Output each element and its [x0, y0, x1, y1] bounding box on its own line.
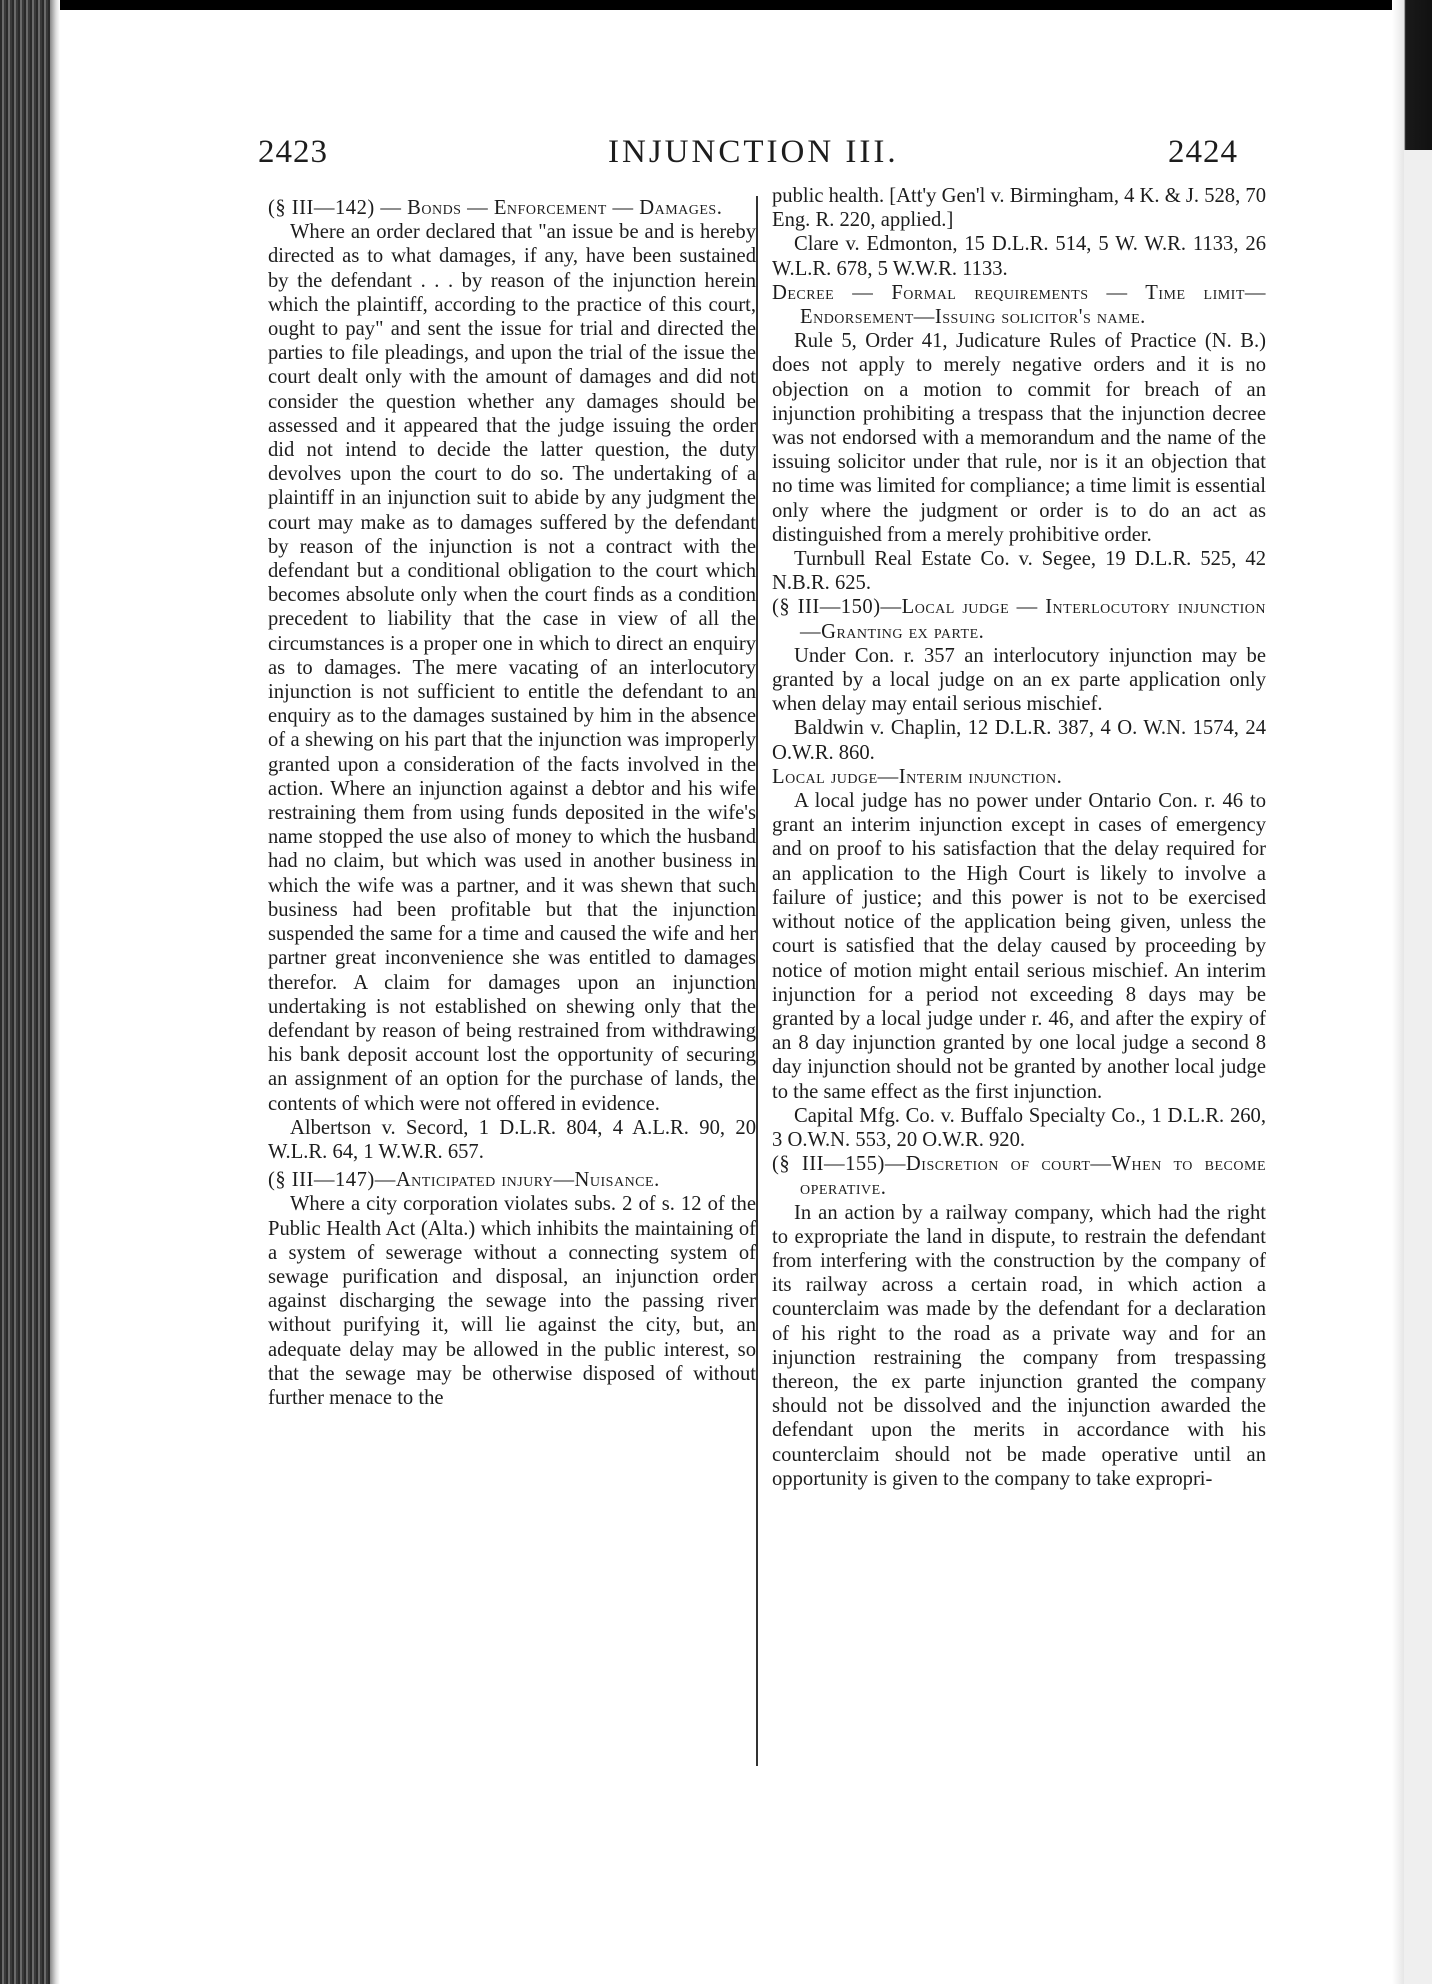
paragraph: In an action by a railway company, which had the right to expropriate the land in dispute, to restrain the defendant from interfering with the construction by the company of its railway across a certain road, in which action a counterclaim was made by the defendant for a declaration of his right to the road as a private way and for an injunction restraining the company from trespassing thereon, the ex parte injunction granted the company should not be dissolved and the injunction awarded the defendant upon the merits in accordance with his counterclaim should not be made operative until an opportunity is given to the company to take expropri- — [772, 1201, 1266, 1490]
paragraph: Where an order declared that "an issue be and is hereby directed as to what damages, if any, have been sustained by the defendant . . . by reason of the injunction herein which the plaintiff, according to the practice of this court, ought to pay" and sent the issue for trial and directed the parties to file pleadings, and upon the trial of the issue the court dealt only with the amount of damages and did not consider the question whether any damages should be assessed and it appeared that the judge issuing the order did not intend to decide the latter question, the duty devolves upon the court to do so. The undertaking of a plaintiff in an injunction suit to abide by any judgment the court may make as to damages suffered by the defendant by reason of the injunction is not a contract with the defendant but a conditional obligation to the court which becomes absolute only when the court finds as a condition precedent to liability that the case in view of all the circumstances is a proper one in which to direct an enquiry as to damages. The mere vacating of an interlocutory injunction is not sufficient to entitle the defendant to an enquiry as to the damages sustained by him in the absence of a shewing on his part that the injunction was improperly granted upon a consideration of the facts involved in the action. Where an injunction against a debtor and his wife restraining them from using funds deposited in the wife's name stopped the use also of money to which the husband had no claim, but which was used in another business in which the wife was a partner, and it was shewn that such business had been profitable but that the injunction suspended the same for a time and caused the wife and her partner great inconvenience she was entitled to damages therefor. A claim for damages upon an injunction undertaking is not established on shewing only that the defendant by reason of being restrained from withdrawing his bank deposit account lost the opportunity of securing an assignment of an option for the purchase of lands, the contents of which were not offered in evidence. — [268, 221, 756, 1115]
adjacent-page-edge — [1404, 150, 1432, 1984]
section-heading: (§ III—150)—Local judge — Interlocutory injunction—Granting ex parte. — [772, 596, 1266, 643]
running-title: INJUNCTION III. — [608, 134, 899, 170]
binding-shadow — [50, 0, 60, 1984]
scan-top-border — [0, 0, 1432, 10]
paragraph: Where a city corporation violates subs. 2 of s. 12 of the Public Health Act (Alta.) which inhibits the maintaining of a system of sewerage without a connecting system of sewage purification and disposal, an injunction order against discharging the sewage into the passing river without purifying it, will lie against the city, but, an adequate delay may be allowed in the public interest, so that the sewage may be otherwise disposed of without further menace to the — [268, 1193, 756, 1409]
section-heading: (§ III—142) — Bonds — Enforcement — Damages. — [268, 197, 723, 219]
book-binding — [0, 0, 50, 1984]
case-citation: Albertson v. Secord, 1 D.L.R. 804, 4 A.L.R. 90, 20 W.L.R. 64, 1 W.W.R. 657. — [268, 1116, 756, 1163]
case-citation: Clare v. Edmonton, 15 D.L.R. 514, 5 W. W.R. 1133, 26 W.L.R. 678, 5 W.W.R. 1133. — [772, 233, 1266, 280]
section-heading: (§ III—147)—Anticipated injury—Nuisance. — [268, 1169, 660, 1192]
case-citation: Baldwin v. Chaplin, 12 D.L.R. 387, 4 O. W.N. 1574, 24 O.W.R. 860. — [772, 717, 1266, 764]
left-column — [268, 196, 756, 1410]
right-column — [772, 184, 1266, 1491]
paragraph: Rule 5, Order 41, Judicature Rules of Practice (N. B.) does not apply to merely negative orders and it is no objection on a motion to commit for breach of an injunction prohibiting a trespass that the injunction decree was not endorsed with a memorandum and the name of the issuing solicitor under that rule, nor is it an objection that no time was limited for compliance; a time limit is essential only where the judgment or order is to do an act as distinguished from a merely prohibitive order. — [772, 330, 1266, 546]
page-number-left: 2423 — [258, 134, 328, 170]
column-rule — [756, 196, 758, 1766]
page-header — [258, 134, 1238, 178]
case-citation: Turnbull Real Estate Co. v. Segee, 19 D.L.R. 525, 42 N.B.R. 625. — [772, 548, 1266, 595]
paragraph-continued: public health. [Att'y Gen'l v. Birmingham, 4 K. & J. 528, 70 Eng. R. 220, applied.] — [772, 185, 1266, 232]
case-citation: Capital Mfg. Co. v. Buffalo Specialty Co., 1 D.L.R. 260, 3 O.W.N. 553, 20 O.W.R. 920. — [772, 1104, 1266, 1151]
section-heading: Local judge—Interim injunction. — [772, 765, 1063, 788]
paragraph: Under Con. r. 357 an interlocutory injunction may be granted by a local judge on an ex parte application only when delay may entail serious mischief. — [772, 644, 1266, 716]
page-number-right: 2424 — [1168, 134, 1238, 170]
section-heading: (§ III—155)—Discretion of court—When to become operative. — [772, 1153, 1266, 1200]
section-heading: Decree — Formal requirements — Time limit—Endorsement—Issuing solicitor's name. — [772, 281, 1266, 329]
paragraph: A local judge has no power under Ontario Con. r. 46 to grant an interim injunction except in cases of emergency and on proof to his satisfaction that the delay required for an application to the High Court is likely to involve a failure of justice; and this power is not to be exercised without notice of the application being given, unless the court is satisfied that the delay caused by proceeding by notice of motion might entail serious mischief. An interim injunction for a period not exceeding 8 days may be granted by a local judge under r. 46, and after the expiry of an 8 day injunction granted by one local judge a second 8 day injunction should not be granted by another local judge to the same effect as the first injunction. — [772, 790, 1266, 1103]
